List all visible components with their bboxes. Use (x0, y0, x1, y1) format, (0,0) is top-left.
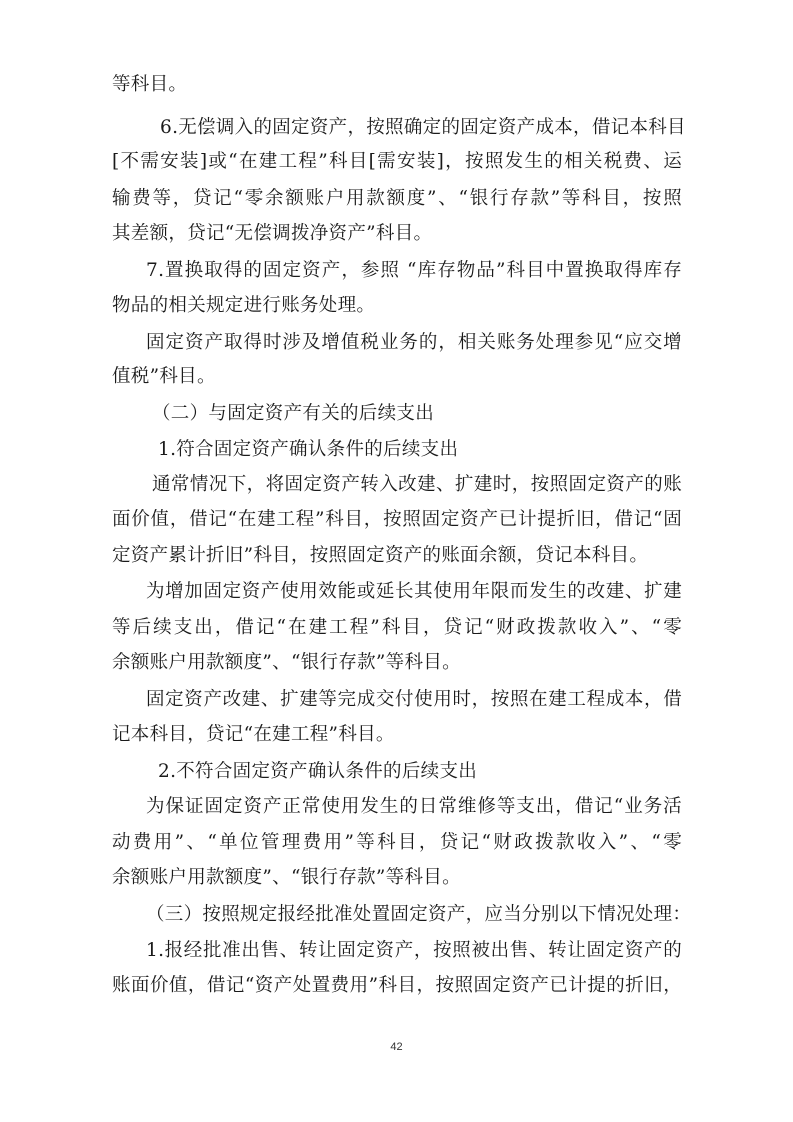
body-text-line: 定资产累计折旧”科目，按照固定资产的账面余额，贷记本科目。 (112, 545, 649, 566)
subsection-heading: 1.符合固定资产确认条件的后续支出 (158, 439, 459, 460)
body-text-line: 为增加固定资产使用效能或延长其使用年限而发生的改建、扩建 (146, 581, 682, 602)
body-text-line: 通常情况下，将固定资产转入改建、扩建时，按照固定资产的账 (152, 474, 682, 495)
section-heading: （三）按照规定报经批准处置固定资产，应当分别以下情况处理： (146, 904, 692, 925)
body-text-line: [不需安装]或“在建工程”科目[需安装]，按照发生的相关税费、运 (112, 151, 682, 172)
body-text-line: 动费用”、“单位管理费用”等科目，贷记“财政拨款收入”、“零 (112, 832, 682, 853)
body-text-line: 值税”科目。 (112, 366, 216, 387)
body-text-line: 7.置换取得的固定资产，参照 “库存物品”科目中置换取得库存 (146, 260, 682, 281)
body-text-line: 输费等，贷记“零余额账户用款额度”、“银行存款”等科目，按照 (112, 188, 682, 209)
body-text-line: 账面价值，借记“资产处置费用”科目，按照固定资产已计提的折旧， (112, 975, 682, 996)
body-text-line: 等后续支出，借记“在建工程”科目，贷记“财政拨款收入”、“零 (112, 617, 682, 638)
body-text-line: 为保证固定资产正常使用发生的日常维修等支出，借记“业务活 (146, 796, 682, 817)
section-heading: （二）与固定资产有关的后续支出 (152, 403, 435, 424)
body-text-line: 余额账户用款额度”、“银行存款”等科目。 (112, 652, 461, 673)
subsection-heading: 2.不符合固定资产确认条件的后续支出 (158, 761, 478, 782)
body-text-line: 余额账户用款额度”、“银行存款”等科目。 (112, 867, 461, 888)
body-text-line: 6.无偿调入的固定资产，按照确定的固定资产成本，借记本科目 (160, 117, 686, 138)
body-text-line: 1.报经批准出售、转让固定资产，按照被出售、转让固定资产的 (146, 940, 682, 961)
body-text-line: 记本科目，贷记“在建工程”科目。 (112, 724, 395, 745)
body-text-line: 其差额，贷记“无偿调拨净资产”科目。 (112, 223, 433, 244)
body-text-line: 面价值，借记“在建工程”科目，按照固定资产已计提折旧，借记“固 (112, 509, 682, 530)
page-number: 42 (390, 1041, 403, 1053)
body-text-line: 固定资产改建、扩建等完成交付使用时，按照在建工程成本，借 (146, 689, 682, 710)
body-text-line: 固定资产取得时涉及增值税业务的，相关账务处理参见“应交增 (146, 332, 682, 353)
body-text-line: 物品的相关规定进行账务处理。 (112, 295, 376, 316)
body-text-line: 等科目。 (112, 74, 188, 95)
